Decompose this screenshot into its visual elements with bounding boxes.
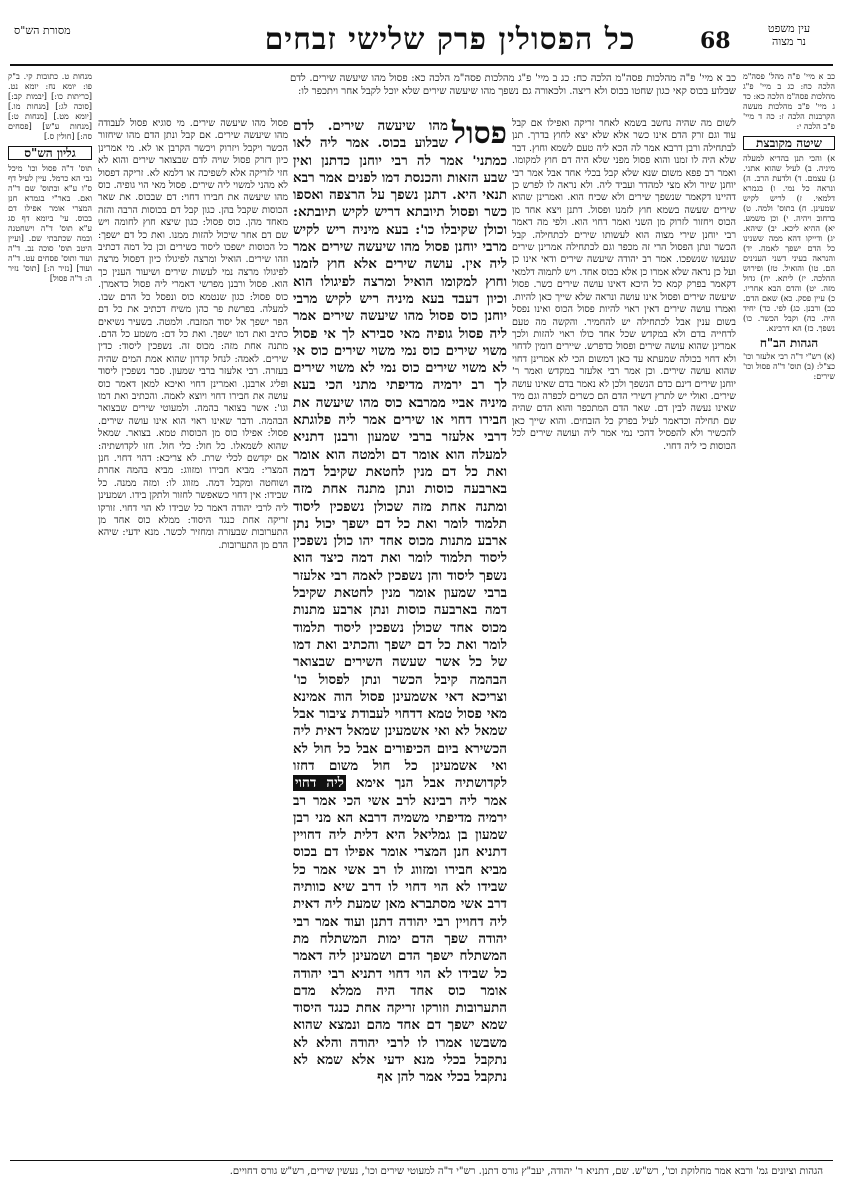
rashi-column: לשום מה שהיה נחשב בשמא לאחר זריקה ואפילו אם קבל עוד וגם זרק הדם אינו כשר אלא שלא יצא לחוץ בדרך. תנן לבתחילה ורבן דרבא אמר לה הכא ליה טעם לשמא וחוץ. דבר שלא היה לו זמנו והוא פסול מפני שלא היה דם חוץ למקומו. ואמר רב פפא משום שנא שלא קבל בכלי אחד אבל אמר רבי יוחנן שיור ולא מצי למהדר ועביד ליה. ולא נראה לו לפרש כן דהיינו דקאמר שנשפך שירים ולא שכיח הוא. ואמרינן שהוא שירים שעשה בשמא חוץ לזמנו ופסול. דתנן ויצא אחד מן הכוס ויחזור לזרוק מן השני ואמר דחוי הוא. ולפי מה דאמר רבי יוחנן שירי מצוה הוא לעשותו שירים לכתחילה. קבל הכשר ונתן הפסול הרי זה מכפר וגם לכתחילה אמרינן שירים שנעשו שנשפכו. אמר רב יהודה שיעשה שירים ודאי אינו כן ועל כן נראה שלא אמרו כן אלא בכוס אחד. ויש לתמוה דלמאי דקאמר בפרק קמא כל היכא דאינו עושה שירים כשר. פסול שיעשה שירים ופסול אינו עושה ונראה שלא שייך כאן להיות. ואמרו עושה שירים דאין ראוי להיות פסול הכוס ואינו נפסל בשום ענין אבל לכתחילה יש להחמיר. והקשה מה טעם לדחייה בדם ולא במקדש שכל אחד כולו ראוי להזות ולכך אמרינן שהוא עושה שירים ופסול כדפרש. שיירים דומין לדחוי ולא דחוי בכולה שמעתא עד כאן דמשום הכי לא אמרינן דחוי שהוא עושה שירים. וכן אמר רבי אלעזר במקדש ואמר ר' יוחנן שירים דינם כדם הנשפך ולכן לא נאמר בדם שאינו עושה שירים. ואולי יש לתרץ דשירי הדם הם כשרים לכפרה וגם מיד שאינו נעשה לבין דם. שאר הדם המתכפר והוא הדם שהיה שם תחילה וכדאמר לעיל בפרק כל הזבחים. והוא שייך כאן להכשיר ולא להפסיל דהכי נמי אמר ליה ועושה שירים לכל הכוסות כי ליה דחוי.	[512, 118, 736, 452]
tosafot-column: פסול מהו שיעשה שירים. מי סוגיא פסול לעבודה מהו שיעשה שירים. אם קבל ונתן הדם מהו שיחזור הכשר ויקבל ויזרוק ויכשר הקרבן או לא. מי אמרינן כיון דזרק פסול שויה לדם שבצואר שירים והוא לא חזי לזריקה אלא לשפיכה או דלמא לא. זריקה דפסול לא מהני למשוי ליה שירים. פסול מאי הוי גופיה. כוס מהו שיעשה את חבירו דחוי: דם שבכוס. את שאר הכוסות שקבל בהן. כגון קבל דם בכוסות הרבה והזה מאחד מהן. כוס פסול: כגון שיצא חוץ לחומה ויש שם דם אחר שיכול להזות ממנו. ואת כל דם ישפך: כל הכוסות ישפכו ליסוד כשירים וכן כל דמה דכתיב וזהו שירים. הואיל ומרצה לפיגולו כיון דפסול מרצה לפיגולו מרצה נמי לעשות שירים ושיעור הענין כך הוא. פסול ורבנן מפרשי דאמרי ליה פסול כדאמרן. כוס פסול: כגון שנטמא כוס ונפסל כל הדם שבו. למעלה. בפרשת פר כהן משיח דכתיב את כל דם הפר ישפך אל יסוד המזבח. ולמטה. בשעיר נשיאים כתיב ואת דמו ישפך. ואת כל דם: משמע כל הדם. מתנה אחת מזה: מכוס זה. נשפכין ליסוד: כדין שירים. לאמה: לנחל קדרון שהוא אמת המים שהיה בעזרה. רבי אלעזר ברבי שמעון. סבר נשפכין ליסוד ופליג ארבנן. ואמרינן דחוי ואיכא למאן דאמר כוס עושה את חבירו דחוי ויוצא לאמה. והכתיב ואת דמו וגו': אשר בצואר בהמה. ולמעוטי שירים שבצואר הבהמה. ודבר שאינו ראוי הוא אינו עושה שירים. פסול: אפילו כוס מן הכוסות טמא. בצואר. שמאל שהוא לשמאלו. כל חול: כלי חול. חזו לקדושתיה: אם יקדשם לכלי שרת. לא צריכא: דהוי דחוי. חנן המצרי: מביא חבירו ומזווג: מביא בהמה אחרת ושוחטה ומקבל דמה. מזווג לו: ומזה ממנה. כל שבידו: אין דחוי כשאפשר לחזור ולתקן בידו. ושמעינן ליה לרבי יהודה דאמר כל שבידו לא הוי דחוי. זורקו זריקה אחת כנגד היסוד: ממלא כוס אחד מן התערובות שבעזרה ומחזיר לכשר. מנא ידעי: שיהא הדם מן התערובות.	[98, 118, 288, 551]
footer-notes: הגהות וציונים גמ' ורבא אמר מחלוקת וכו', רש"ש. שם, דתניא ר' יהודה, יעב"ץ גורס דתנן. רש"י ד"ה למעוטי שירים וכו', נעשין שירים, רש"ש גורס דחויים.	[229, 1166, 823, 1177]
rashi-top-band: כב א מיי' פ"ה מהלכות פסה"מ הלכה כח: כג ב מיי' פ"ג מהלכות פסה"מ הלכה כא: פסול מהו שיעשה שירים. לדם שבלוע בכוס קאי כגון שחטו בכוס ולא ריצה. ולכאורה גם נשפך מהו שיעשה שירים שלא יוכל לקבל אחר ויתכפר לו:	[290, 73, 736, 97]
header-divider	[10, 64, 833, 66]
hagahot-habach-heading: הגהות הב"ח	[759, 336, 819, 350]
gemara-opening-text: מהו שיעשה שירים. לדם שבלוע בכוס. אמר ליה לאו כמתני' אמר לה רבי יוחנן כדתנן ואין שבע הזאות והכנסת דמו לפנים אמר רבא תנאי היא. דתנן נשפך על הרצפה ואספו כשר	[293, 118, 507, 221]
hagahot-habach-text: (א) רש"י ד"ה רבי אלעזר וכו' כצ"ל: (ב) תוס' ד"ה פסול וכו' שירים:	[743, 352, 835, 381]
outer-left-margin	[8, 72, 92, 1122]
page-title: כל הפסולין פרק שלישי זבחים	[264, 22, 636, 57]
highlighted-phrase: ליה דחוי	[295, 775, 344, 792]
masoret-hashas-text: מנחות ט. כתובות קי. ב"ק פו: יומא נח: יומא נט. [כריתות כו:] [יבמות קב:] [סוכה לג:] [מנחות מו.] [יומא מט.] [מנחות ט:] [מנחות ע"ש] [פסחים סה:] [חולין ס.]	[8, 72, 92, 141]
gemara-body: ופסול תיובתא דריש לקיש תיובתא: וכולן שקיבלו כו': בעא מיניה ריש לקיש מרבי יוחנן פסול מהו שיעשה שירים אמר ליה אין. עושה שירים אלא חוץ לזמנו וחוץ למקומו הואיל ומרצה לפיגולו הוא וכיון דעבד בעא מיניה ריש לקיש מרבי יוחנן כוס פסול מהו שיעשה שירים אמר ליה פסול גופיה מאי סבירא לך אי פסול משוי שירים כוס נמי משוי שירים כוס אי לא משוי שירים כוס נמי לא משוי שירים לך רב ירמיה מדיפתי מתני הכי בעא מיניה אביי ממרבא כוס מהו שיעשה את חבירו דחוי או שירים אמר ליה פלוגתא דרבי אלעזר ברבי שמעון ורבנן דתניא למעלה הוא אומר דם ולמטה הוא אומר ואת כל דם מנין לחטאת שקיבל דמה בארבעה כוסות ונתן מתנה אחת מזה ומתנה אחת מזה שכולן נשפכין ליסוד תלמוד לומר ואת כל דם ישפך יכול נתן ארבע מתנות מכוס אחד יהו כולן נשפכין ליסוד תלמוד לומר ואת דמה כיצד הוא נשפך ליסוד והן נשפכין לאמה רבי אלעזר ברבי שמעון אומר מנין לחטאת שקיבל דמה בארבעה כוסות ונתן ארבע מתנות מכוס אחד שכולן נשפכין ליסוד תלמוד לומר ואת כל דם ישפך והכתיב ואת דמו של כל אשר שעשה השירים שבצואר הבהמה קיבל הכשר ונתן לפסול כו' וצריכא דאי אשמעינן פסול הוה אמינא מאי פסול טמא דדחוי לעבודת ציבור אבל שמאל לא ואי אשמעינן שמאל דאית ליה הכשירא ביום הכיפורים אבל כל חול לא ואי אשמעינן כל חול משום דחזו לקדושתיה אבל הנך אימא	[293, 204, 507, 792]
ein-mishpat-text: כב א מיי' פ"ה מהל' פסה"מ הלכה כח: כג ב מיי' פ"ג מהלכות פסה"מ הלכה כא: כד ג מיי' פ"ב מהלכות מעשה הקרבנות הלכה ז: כה ד מיי' פ"ב הלכה י:	[743, 72, 835, 131]
ein-mishpat-label: עין משפט נר מצוה	[767, 22, 811, 48]
outer-left-notes: [ועיין היטב תוס' סוכה נב. ד"ה ועוד ותוס' פסחים עט. ד"ה ועוד] [נזיר ה:] [תוס' נזיר ה: ד"ה פסול]	[8, 234, 92, 283]
shita-mekubetzet-text: א) והכי תנן בהדיא למעלה מיניה. ב) לעיל שהוא אתני. ג) עצמם. ד) ולדעת הרב. ה) ונראה כל נמי. ו) בגמרא דלמאי. ז) לריש לקיש שמעינן. ח) בתוס' ולמה. ט) ברחוב ויהיה. י) וכן משמע. יא) ההיא ליכא. יב) שיהא. יג) ודייקו דהא ממה ששנינו כל הדם ישפך לאמה. יד) והנראה בעיני דשני הענינים הם. טו) והואיל. טז) ופירוש ההלכה. יז) ליתא. יח) גדול מזה. יט) והדם הבא אחריו. כ) עיין פסק. כא) שאם הדם. כב) ורבנן. כג) לפי. כד) יחיד היה. כה) וקבל הכשר. כו) נשפך. כז) הא דרבינא.	[743, 154, 835, 333]
shita-mekubetzet-heading: שיטה מקובצת	[743, 136, 835, 150]
gemara-body-continued: אמר ליה רבינא לרב אשי הכי אמר רב ירמיה מדיפתי משמיה דרבא הא מני רבן שמעון בן גמליאל היא דלית ליה דחויין דתניא חנן המצרי אומר אפילו דם בכוס מביא חבירו ומזווג לו רב אשי אמר כל שבידו לא הוי דחוי לו דרב שיא כוותיה דרב אשי מסתברא מאן שמעת ליה דאית ליה דחויין רבי יהודה דתנן ועוד אמר רבי יהודה שפך הדם ימות המשתלח מת המשתלח ישפך הדם ושמעינן ליה דאמר כל שבידו לא הוי דחוי דתניא רבי יהודה אומר כוס אחד היה ממלא מדם התערובות וזורקו זריקה אחת כנגד היסוד שמא ישפך דם אחד מהם ונמצא שהוא משבשו אמרו לו לרבי יהודה והלא לא נתקבל בכלי מנא ידעי אלא שמא לא נתקבל בכלי אמר להן אף	[293, 792, 507, 1086]
page-number: 68	[700, 28, 731, 54]
opening-word: פסול	[451, 118, 507, 151]
masoret-hashas-label: מסורת הש"ס	[14, 24, 71, 37]
gemara-column	[293, 118, 507, 1154]
footer-divider	[10, 1160, 833, 1161]
gilyon-hashas-heading: גליון הש"ס	[8, 146, 92, 160]
outer-right-margin	[743, 72, 835, 1122]
gilyon-hashas-text: תוס' ד"ה פסול וכו' מיכל גבי הא כרמל. עיין לעיל דף ס"ו ע"א ובתוס' שם ד"ה ואם. באר"י בגמרא חנן המצרי אומר אפילו דם בכוס. עי' ביומא דף סג ע"א תוס' ד"ה וישחטנה ובמה שכתבתי שם.	[8, 164, 92, 243]
